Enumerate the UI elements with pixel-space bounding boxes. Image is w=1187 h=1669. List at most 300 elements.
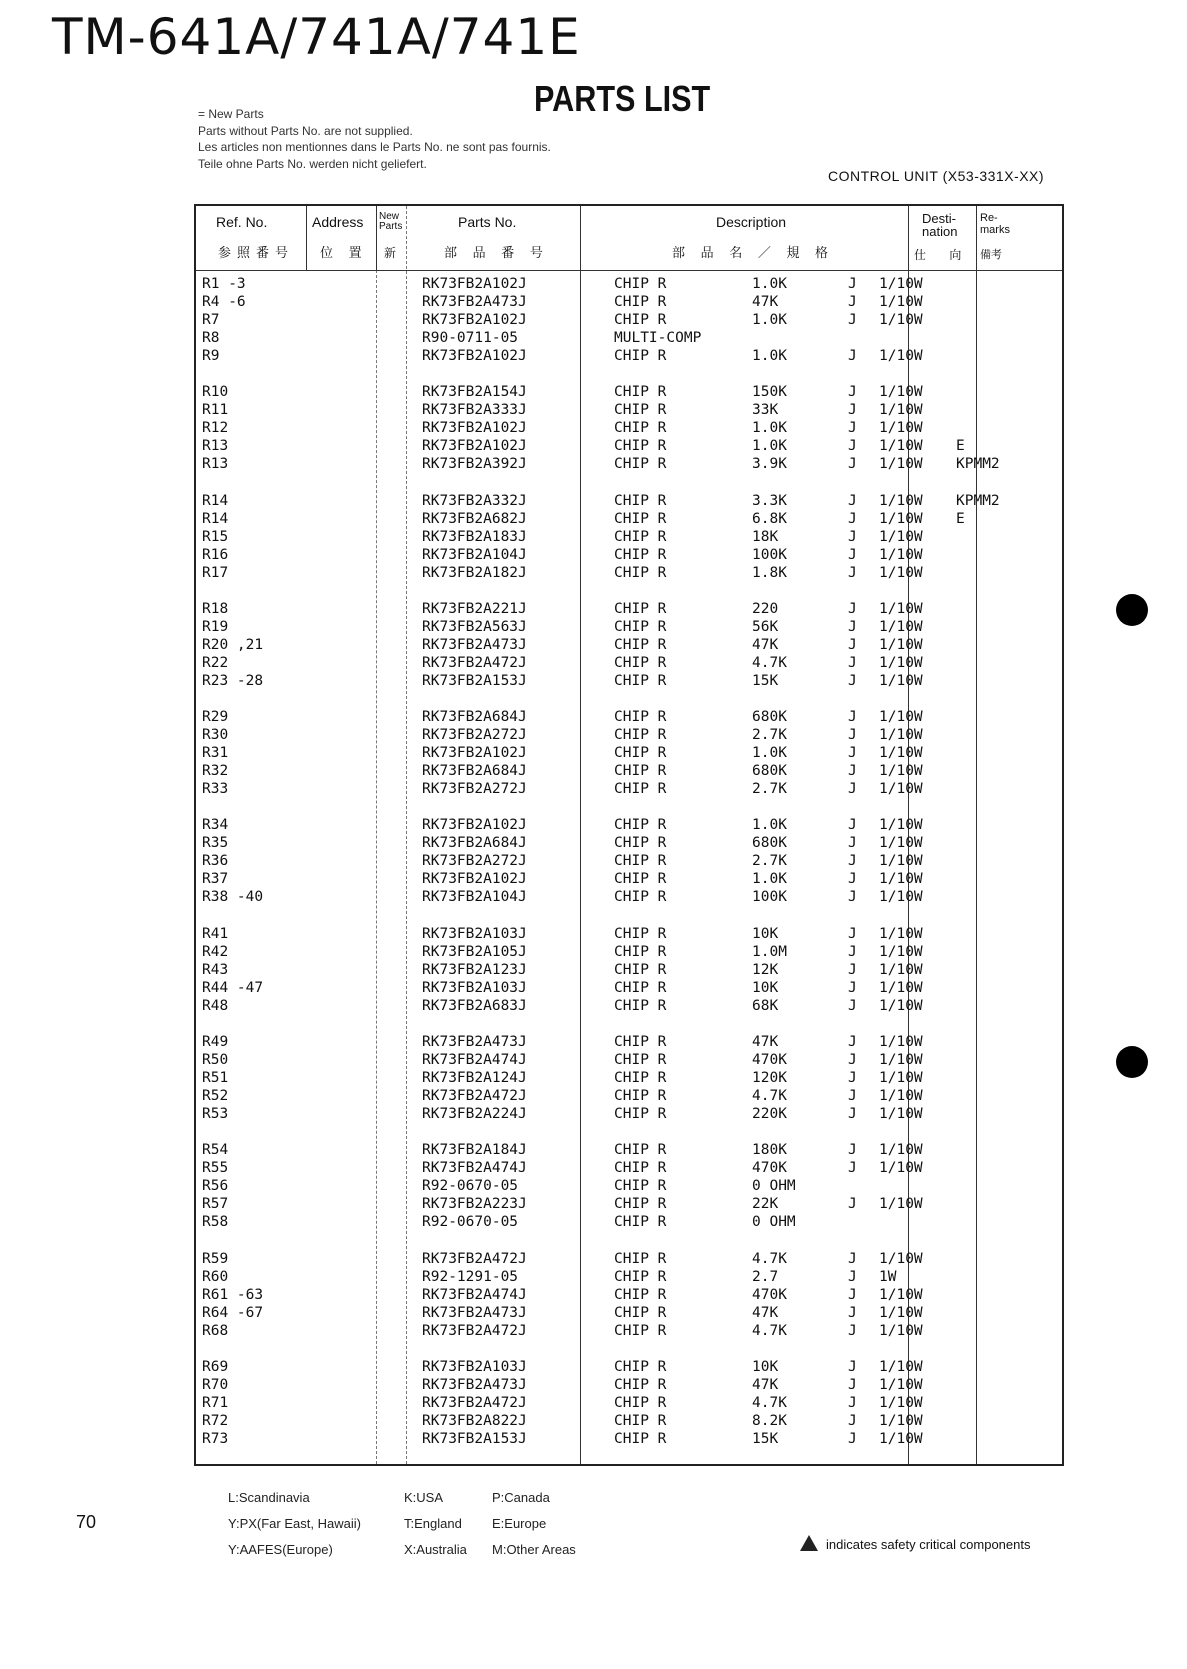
parts-no-cell: R92-0670-05 — [422, 1178, 519, 1195]
tolerance-cell: J — [848, 727, 857, 744]
description-cell: CHIP R — [614, 1322, 667, 1339]
table-row — [196, 871, 1062, 889]
tolerance-cell: J — [848, 925, 857, 942]
value-cell: 1.0K — [752, 276, 787, 292]
ref-no-cell: R70 — [202, 1376, 229, 1393]
header-ref-no: Ref. No. — [216, 214, 268, 230]
power-rating-cell: 1/10W — [879, 709, 923, 726]
table-row — [196, 1359, 1062, 1377]
description-cell: CHIP R — [614, 492, 667, 509]
tolerance-cell: J — [848, 871, 857, 888]
ref-no-cell: R49 — [202, 1034, 229, 1051]
table-row — [196, 1142, 1062, 1160]
power-rating-cell: 1/10W — [879, 961, 923, 978]
row-group — [196, 493, 1062, 583]
value-cell: 1.8K — [752, 564, 787, 581]
parts-no-cell: RK73FB2A473J — [422, 1304, 527, 1321]
table-row — [196, 1070, 1062, 1088]
description-cell: CHIP R — [614, 438, 667, 455]
ref-no-cell: R36 — [202, 853, 229, 870]
value-cell: 4.7K — [752, 1250, 787, 1267]
power-rating-cell: 1/10W — [879, 1322, 923, 1339]
ref-no-cell: R9 — [202, 348, 220, 364]
value-cell: 0 OHM — [752, 1214, 796, 1231]
ref-no-cell: R32 — [202, 763, 229, 780]
power-rating-cell: 1/10W — [879, 853, 923, 870]
ref-no-cell: R43 — [202, 961, 229, 978]
description-cell: CHIP R — [614, 1268, 667, 1285]
tolerance-cell: J — [848, 1088, 857, 1105]
table-row — [196, 1269, 1062, 1287]
tolerance-cell: J — [848, 763, 857, 780]
tolerance-cell: J — [848, 709, 857, 726]
tolerance-cell: J — [848, 1034, 857, 1051]
row-group — [196, 1251, 1062, 1341]
description-cell: CHIP R — [614, 997, 667, 1014]
tolerance-cell: J — [848, 564, 857, 581]
ref-no-cell: R53 — [202, 1106, 229, 1123]
header-destination: Desti- nation — [922, 211, 958, 239]
description-cell: CHIP R — [614, 1358, 667, 1375]
power-rating-cell: 1/10W — [879, 492, 923, 509]
parts-no-cell: RK73FB2A682J — [422, 510, 527, 527]
tolerance-cell: J — [848, 745, 857, 762]
ref-no-cell: R56 — [202, 1178, 229, 1195]
ref-no-cell: R29 — [202, 709, 229, 726]
parts-no-cell: RK73FB2A104J — [422, 546, 527, 563]
parts-no-cell: RK73FB2A102J — [422, 348, 527, 364]
parts-no-cell: RK73FB2A474J — [422, 1052, 527, 1069]
row-group — [196, 276, 1062, 366]
tolerance-cell: J — [848, 438, 857, 455]
parts-no-cell: RK73FB2A392J — [422, 456, 527, 473]
parts-no-cell: RK73FB2A102J — [422, 871, 527, 888]
legend-y-aafes: Y:AAFES(Europe) — [228, 1542, 333, 1557]
power-rating-cell: 1/10W — [879, 600, 923, 617]
ref-no-cell: R42 — [202, 943, 229, 960]
table-row — [196, 456, 1062, 474]
legend-k: K:USA — [404, 1490, 444, 1505]
table-row — [196, 637, 1062, 655]
table-row — [196, 1052, 1062, 1070]
ref-no-cell: R54 — [202, 1142, 229, 1159]
description-cell: CHIP R — [614, 348, 667, 364]
note-new-parts: = New Parts — [198, 107, 264, 121]
parts-no-cell: RK73FB2A123J — [422, 961, 527, 978]
parts-no-cell: RK73FB2A474J — [422, 1160, 527, 1177]
description-cell: CHIP R — [614, 1052, 667, 1069]
tolerance-cell: J — [848, 672, 857, 689]
tolerance-cell: J — [848, 1142, 857, 1159]
value-cell: 47K — [752, 1304, 779, 1321]
parts-list-heading: PARTS LIST — [534, 78, 711, 119]
value-cell: 4.7K — [752, 654, 787, 671]
header-remarks-jp: 備考 — [980, 249, 1002, 261]
description-cell: CHIP R — [614, 1214, 667, 1231]
power-rating-cell: 1/10W — [879, 1250, 923, 1267]
parts-no-cell: RK73FB2A102J — [422, 420, 527, 437]
parts-no-cell: RK73FB2A153J — [422, 1430, 527, 1447]
tolerance-cell: J — [848, 1412, 857, 1429]
header-divider — [196, 270, 1062, 271]
ref-no-cell: R57 — [202, 1196, 229, 1213]
ref-no-cell: R31 — [202, 745, 229, 762]
parts-no-cell: RK73FB2A102J — [422, 276, 527, 292]
ref-no-cell: R10 — [202, 384, 229, 401]
table-row — [196, 1178, 1062, 1196]
parts-no-cell: RK73FB2A124J — [422, 1070, 527, 1087]
parts-no-cell: RK73FB2A473J — [422, 1034, 527, 1051]
parts-no-cell: RK73FB2A472J — [422, 1250, 527, 1267]
power-rating-cell: 1/10W — [879, 672, 923, 689]
parts-no-cell: R90-0711-05 — [422, 330, 519, 346]
tolerance-cell: J — [848, 1070, 857, 1087]
destination-cell: KPMM2 — [956, 492, 1000, 509]
power-rating-cell: 1/10W — [879, 1430, 923, 1447]
row-group — [196, 1142, 1062, 1232]
tolerance-cell: J — [848, 889, 857, 906]
ref-no-cell: R35 — [202, 835, 229, 852]
note-french: Les articles non mentionnes dans le Parts No. ne sont pas fournis. — [198, 140, 551, 154]
power-rating-cell: 1W — [879, 1268, 897, 1285]
value-cell: 4.7K — [752, 1088, 787, 1105]
description-cell: CHIP R — [614, 1070, 667, 1087]
value-cell: 1.0K — [752, 438, 787, 455]
description-cell: CHIP R — [614, 618, 667, 635]
tolerance-cell: J — [848, 312, 857, 328]
parts-no-cell: RK73FB2A332J — [422, 492, 527, 509]
ref-no-cell: R19 — [202, 618, 229, 635]
ref-no-cell: R14 — [202, 492, 229, 509]
header-parts-no-jp: 部 品 番 号 — [444, 245, 549, 260]
parts-no-cell: RK73FB2A224J — [422, 1106, 527, 1123]
destination-cell: E — [956, 510, 965, 527]
parts-no-cell: RK73FB2A103J — [422, 979, 527, 996]
tolerance-cell: J — [848, 510, 857, 527]
power-rating-cell: 1/10W — [879, 1088, 923, 1105]
power-rating-cell: 1/10W — [879, 1304, 923, 1321]
row-group — [196, 817, 1062, 907]
header-new-parts-jp: 新 — [384, 246, 397, 260]
description-cell: CHIP R — [614, 745, 667, 762]
table-row — [196, 727, 1062, 745]
value-cell: 680K — [752, 763, 787, 780]
value-cell: 2.7 — [752, 1268, 779, 1285]
ref-no-cell: R1 -3 — [202, 276, 246, 292]
tolerance-cell: J — [848, 979, 857, 996]
value-cell: 150K — [752, 384, 787, 401]
parts-no-cell: RK73FB2A333J — [422, 402, 527, 419]
description-cell: CHIP R — [614, 925, 667, 942]
value-cell: 3.9K — [752, 456, 787, 473]
tolerance-cell: J — [848, 384, 857, 401]
power-rating-cell: 1/10W — [879, 1106, 923, 1123]
table-row — [196, 781, 1062, 799]
ref-no-cell: R23 -28 — [202, 672, 264, 689]
description-cell: CHIP R — [614, 1178, 667, 1195]
power-rating-cell: 1/10W — [879, 979, 923, 996]
value-cell: 22K — [752, 1196, 779, 1213]
header-address: Address — [312, 214, 364, 230]
value-cell: 1.0K — [752, 817, 787, 834]
note-not-supplied: Parts without Parts No. are not supplied. — [198, 123, 413, 138]
description-cell: CHIP R — [614, 817, 667, 834]
ref-no-cell: R38 -40 — [202, 889, 264, 906]
header-remarks: Re- marks — [980, 212, 1010, 236]
description-cell: CHIP R — [614, 1394, 667, 1411]
parts-no-cell: R92-1291-05 — [422, 1268, 519, 1285]
value-cell: 2.7K — [752, 853, 787, 870]
description-cell: CHIP R — [614, 763, 667, 780]
description-cell: CHIP R — [614, 1304, 667, 1321]
description-cell: CHIP R — [614, 312, 667, 328]
parts-no-cell: RK73FB2A105J — [422, 943, 527, 960]
ref-no-cell: R64 -67 — [202, 1304, 264, 1321]
power-rating-cell: 1/10W — [879, 781, 923, 798]
header-description: Description — [716, 214, 787, 230]
table-row — [196, 853, 1062, 871]
ref-no-cell: R60 — [202, 1268, 229, 1285]
power-rating-cell: 1/10W — [879, 943, 923, 960]
table-row — [196, 384, 1062, 402]
tolerance-cell: J — [848, 1286, 857, 1303]
power-rating-cell: 1/10W — [879, 294, 923, 310]
tolerance-cell: J — [848, 654, 857, 671]
description-cell: CHIP R — [614, 294, 667, 310]
value-cell: 10K — [752, 979, 779, 996]
tolerance-cell: J — [848, 276, 857, 292]
ref-no-cell: R11 — [202, 402, 229, 419]
value-cell: 470K — [752, 1286, 787, 1303]
table-row — [196, 944, 1062, 962]
description-cell: CHIP R — [614, 1196, 667, 1213]
page-number: 70 — [76, 1512, 97, 1532]
table-row — [196, 1251, 1062, 1269]
power-rating-cell: 1/10W — [879, 312, 923, 328]
tolerance-cell: J — [848, 1304, 857, 1321]
power-rating-cell: 1/10W — [879, 618, 923, 635]
ref-no-cell: R4 -6 — [202, 294, 246, 310]
power-rating-cell: 1/10W — [879, 817, 923, 834]
table-row — [196, 745, 1062, 763]
value-cell: 1.0K — [752, 312, 787, 328]
divider — [306, 206, 307, 270]
safety-note-text: indicates safety critical components — [826, 1537, 1031, 1552]
table-row — [196, 1431, 1062, 1449]
power-rating-cell: 1/10W — [879, 1412, 923, 1429]
tolerance-cell: J — [848, 528, 857, 545]
table-row — [196, 402, 1062, 420]
tolerance-cell: J — [848, 546, 857, 563]
value-cell: 10K — [752, 925, 779, 942]
value-cell: 220 — [752, 600, 779, 617]
parts-no-cell: RK73FB2A103J — [422, 1358, 527, 1375]
value-cell: 2.7K — [752, 781, 787, 798]
ref-no-cell: R30 — [202, 727, 229, 744]
note-german: Teile ohne Parts No. werden nicht geliefert. — [198, 156, 427, 171]
row-group — [196, 384, 1062, 474]
value-cell: 1.0M — [752, 943, 787, 960]
power-rating-cell: 1/10W — [879, 654, 923, 671]
tolerance-cell: J — [848, 853, 857, 870]
table-row — [196, 889, 1062, 907]
value-cell: 1.0K — [752, 420, 787, 437]
description-cell: CHIP R — [614, 1250, 667, 1267]
tolerance-cell: J — [848, 636, 857, 653]
table-row — [196, 1305, 1062, 1323]
row-group — [196, 1034, 1062, 1124]
power-rating-cell: 1/10W — [879, 727, 923, 744]
table-row — [196, 276, 1062, 294]
ref-no-cell: R41 — [202, 925, 229, 942]
value-cell: 12K — [752, 961, 779, 978]
power-rating-cell: 1/10W — [879, 564, 923, 581]
table-row — [196, 1196, 1062, 1214]
table-row — [196, 1395, 1062, 1413]
table-row — [196, 1413, 1062, 1431]
tolerance-cell: J — [848, 1376, 857, 1393]
power-rating-cell: 1/10W — [879, 636, 923, 653]
parts-no-cell: RK73FB2A473J — [422, 1376, 527, 1393]
parts-no-cell: RK73FB2A102J — [422, 438, 527, 455]
ref-no-cell: R72 — [202, 1412, 229, 1429]
power-rating-cell: 1/10W — [879, 1358, 923, 1375]
description-cell: CHIP R — [614, 402, 667, 419]
power-rating-cell: 1/10W — [879, 420, 923, 437]
divider — [376, 206, 377, 270]
parts-rows — [196, 276, 1062, 1467]
tolerance-cell: J — [848, 492, 857, 509]
table-row — [196, 1214, 1062, 1232]
table-row — [196, 601, 1062, 619]
parts-no-cell: RK73FB2A272J — [422, 853, 527, 870]
description-cell: CHIP R — [614, 384, 667, 401]
ref-no-cell: R16 — [202, 546, 229, 563]
parts-no-cell: RK73FB2A102J — [422, 745, 527, 762]
value-cell: 4.7K — [752, 1394, 787, 1411]
legend-l: L:Scandinavia — [228, 1490, 310, 1505]
safety-note — [800, 1535, 1030, 1552]
power-rating-cell: 1/10W — [879, 1052, 923, 1069]
tolerance-cell: J — [848, 835, 857, 852]
row-group — [196, 601, 1062, 691]
header-description-jp: 部 品 名 ／ 規 格 — [672, 245, 835, 260]
table-row — [196, 763, 1062, 781]
tolerance-cell: J — [848, 420, 857, 437]
ref-no-cell: R71 — [202, 1394, 229, 1411]
ref-no-cell: R68 — [202, 1322, 229, 1339]
value-cell: 220K — [752, 1106, 787, 1123]
tolerance-cell: J — [848, 618, 857, 635]
value-cell: 680K — [752, 835, 787, 852]
power-rating-cell: 1/10W — [879, 763, 923, 780]
power-rating-cell: 1/10W — [879, 438, 923, 455]
power-rating-cell: 1/10W — [879, 276, 923, 292]
value-cell: 33K — [752, 402, 779, 419]
parts-no-cell: RK73FB2A472J — [422, 1322, 527, 1339]
parts-no-cell: R92-0670-05 — [422, 1214, 519, 1231]
table-row — [196, 1287, 1062, 1305]
ref-no-cell: R13 — [202, 456, 229, 473]
power-rating-cell: 1/10W — [879, 871, 923, 888]
table-row — [196, 312, 1062, 330]
tolerance-cell: J — [848, 997, 857, 1014]
table-row — [196, 1323, 1062, 1341]
legend-e: E:Europe — [492, 1516, 547, 1531]
power-rating-cell: 1/10W — [879, 528, 923, 545]
ref-no-cell: R20 ,21 — [202, 636, 264, 653]
table-row — [196, 529, 1062, 547]
parts-no-cell: RK73FB2A683J — [422, 997, 527, 1014]
description-cell: CHIP R — [614, 1376, 667, 1393]
parts-no-cell: RK73FB2A684J — [422, 835, 527, 852]
tolerance-cell: J — [848, 456, 857, 473]
value-cell: 18K — [752, 528, 779, 545]
table-row — [196, 1034, 1062, 1052]
table-row — [196, 1377, 1062, 1395]
table-row — [196, 926, 1062, 944]
ref-no-cell: R13 — [202, 438, 229, 455]
notes — [198, 106, 551, 172]
table-row — [196, 1088, 1062, 1106]
legend-x: X:Australia — [404, 1542, 467, 1557]
tolerance-cell: J — [848, 600, 857, 617]
power-rating-cell: 1/10W — [879, 835, 923, 852]
description-cell: CHIP R — [614, 727, 667, 744]
description-cell: CHIP R — [614, 636, 667, 653]
parts-no-cell: RK73FB2A684J — [422, 763, 527, 780]
description-cell: CHIP R — [614, 943, 667, 960]
description-cell: CHIP R — [614, 456, 667, 473]
binder-hole — [1116, 1046, 1148, 1078]
value-cell: 8.2K — [752, 1412, 787, 1429]
power-rating-cell: 1/10W — [879, 889, 923, 906]
value-cell: 3.3K — [752, 492, 787, 509]
ref-no-cell: R18 — [202, 600, 229, 617]
value-cell: 1.0K — [752, 348, 787, 364]
value-cell: 68K — [752, 997, 779, 1014]
description-cell: CHIP R — [614, 600, 667, 617]
value-cell: 470K — [752, 1052, 787, 1069]
legend-p: P:Canada — [492, 1490, 550, 1505]
row-group — [196, 1359, 1062, 1449]
tolerance-cell: J — [848, 1430, 857, 1447]
ref-no-cell: R50 — [202, 1052, 229, 1069]
header-address-jp: 位 置 — [320, 245, 368, 260]
ref-no-cell: R8 — [202, 330, 220, 346]
parts-no-cell: RK73FB2A102J — [422, 817, 527, 834]
ref-no-cell: R37 — [202, 871, 229, 888]
description-cell: CHIP R — [614, 1142, 667, 1159]
tolerance-cell: J — [848, 1052, 857, 1069]
tolerance-cell: J — [848, 1394, 857, 1411]
table-row — [196, 1106, 1062, 1124]
description-cell: CHIP R — [614, 1430, 667, 1447]
description-cell: CHIP R — [614, 853, 667, 870]
tolerance-cell: J — [848, 1358, 857, 1375]
power-rating-cell: 1/10W — [879, 510, 923, 527]
ref-no-cell: R48 — [202, 997, 229, 1014]
description-cell: CHIP R — [614, 1106, 667, 1123]
table-row — [196, 835, 1062, 853]
description-cell: CHIP R — [614, 546, 667, 563]
ref-no-cell: R7 — [202, 312, 220, 328]
power-rating-cell: 1/10W — [879, 1034, 923, 1051]
power-rating-cell: 1/10W — [879, 997, 923, 1014]
description-cell: CHIP R — [614, 654, 667, 671]
table-row — [196, 493, 1062, 511]
parts-no-cell: RK73FB2A104J — [422, 889, 527, 906]
